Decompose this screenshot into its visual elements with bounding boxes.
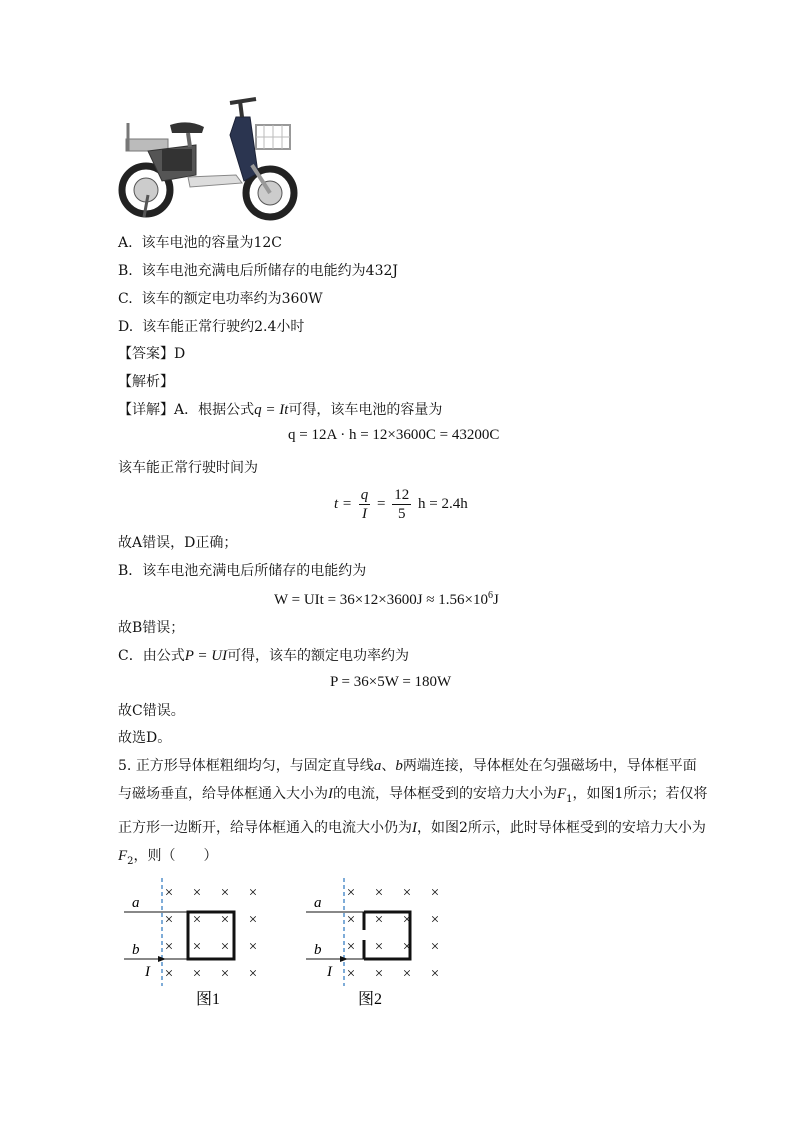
field-mark: × — [430, 966, 440, 982]
q5-sep: 、 — [381, 758, 396, 774]
fraction-12-over-5 — [392, 486, 411, 523]
q5-text-2: 两端连接，导体框处在匀强磁场中，导体框平面与磁场垂直，给导体框通入大小为 — [118, 758, 697, 802]
field-mark: × — [374, 885, 384, 901]
field-mark: × — [346, 885, 356, 901]
field-mark: × — [430, 939, 440, 955]
detail-intro-suffix: 可得，该车电池的容量为 — [288, 402, 443, 418]
eq2-left: t = — [334, 495, 353, 512]
field-mark: × — [164, 912, 174, 928]
figure-2 — [300, 876, 460, 1011]
field-mark: × — [220, 939, 230, 955]
label-i: I — [145, 964, 150, 980]
figure-1 — [118, 876, 278, 1011]
eq2-num2: 12 — [394, 487, 410, 503]
conclusion-c: 故C错误。 — [118, 703, 185, 719]
field-mark: × — [402, 885, 412, 901]
q5-var-b: b — [395, 758, 403, 774]
figure-2-caption: 图2 — [358, 991, 383, 1008]
field-mark: × — [374, 939, 384, 955]
label-a: a — [132, 895, 140, 911]
q5-var-f2-sub: 2 — [127, 855, 134, 867]
detail-intro-prefix: 【详解】A．根据公式 — [118, 402, 255, 418]
field-mark: × — [192, 939, 202, 955]
figure-1-caption: 图1 — [196, 991, 221, 1008]
q5-text-1: 正方形导体框粗细均匀，与固定直导线 — [135, 758, 374, 774]
question-number: 5. — [118, 758, 132, 774]
field-mark: × — [402, 912, 412, 928]
field-mark: × — [402, 939, 412, 955]
field-mark: × — [220, 912, 230, 928]
field-mark: × — [374, 912, 384, 928]
formula-p: P = UI — [184, 648, 228, 664]
eq2-den2: 5 — [398, 506, 406, 522]
q5-var-i1: I — [328, 786, 333, 802]
detail-b-text: B．该车电池充满电后所储存的电能约为 — [118, 563, 367, 579]
equation-2 — [334, 486, 468, 523]
q5-text-6: ，则（ ） — [133, 847, 218, 864]
q5-var-a: a — [373, 758, 382, 774]
equation-1: q = 12A · h = 12×3600C = 43200C — [288, 427, 500, 443]
label-a: a — [314, 895, 322, 911]
field-mark: × — [430, 912, 440, 928]
electric-bike-image — [118, 95, 300, 223]
eq3-unit: J — [493, 592, 499, 608]
equation-3 — [274, 590, 499, 609]
q5-text-5: ，如图2所示，此时导体框受到的安培力大小为 — [417, 819, 706, 836]
field-mark: × — [402, 966, 412, 982]
q5-var-f2: F — [118, 847, 128, 864]
label-b: b — [314, 942, 322, 958]
field-mark: × — [220, 885, 230, 901]
answer-prefix: 【答案】 — [118, 346, 174, 362]
option-b — [118, 261, 398, 281]
option-d — [118, 317, 304, 337]
field-mark: × — [164, 939, 174, 955]
eq3-exponent: 6 — [488, 590, 493, 601]
eq2-right: h = 2.4h — [418, 495, 468, 512]
fraction-q-over-i — [359, 486, 371, 523]
field-mark: × — [346, 966, 356, 982]
option-text: 该车电池充满电后所储存的电能约为432J — [141, 263, 398, 279]
field-mark: × — [346, 939, 356, 955]
q5-var-i2: I — [412, 819, 417, 836]
q5-text-4: ，如图1所示；若仅将正方形一边断开，给导体框通入的电流大小仍为 — [118, 786, 708, 836]
field-mark: × — [164, 966, 174, 982]
option-text: 该车电池的容量为12C — [141, 235, 282, 251]
analysis-heading: 【解析】 — [118, 374, 174, 390]
option-text: 该车的额定电功率约为360W — [141, 291, 323, 307]
field-mark: × — [248, 939, 258, 955]
detail-intro — [118, 400, 442, 420]
option-a — [118, 233, 282, 253]
equation-4: P = 36×5W = 180W — [330, 674, 452, 690]
question-5-text — [118, 752, 708, 876]
eq3-main: W = UIt = 36×12×3600J ≈ 1.56×10 — [274, 592, 488, 608]
answer-line — [118, 344, 185, 364]
formula-q: q = It — [254, 402, 289, 418]
option-label: A. — [118, 235, 133, 251]
label-i: I — [327, 964, 332, 980]
field-mark: × — [192, 885, 202, 901]
detail-c-text — [118, 646, 409, 666]
field-mark: × — [248, 912, 258, 928]
field-mark: × — [192, 912, 202, 928]
eq2-num1: q — [360, 487, 369, 503]
field-mark: × — [192, 966, 202, 982]
q5-var-f1: F — [557, 786, 567, 802]
detail-time-line: 该车能正常行驶时间为 — [118, 460, 258, 476]
label-b: b — [132, 942, 140, 958]
field-mark: × — [346, 912, 356, 928]
detail-c-suffix: 可得，该车的额定电功率约为 — [227, 648, 410, 664]
q5-var-f1-sub: 1 — [566, 793, 573, 805]
eq2-mid: = — [377, 495, 386, 512]
field-mark: × — [164, 885, 174, 901]
field-mark: × — [374, 966, 384, 982]
option-label: C. — [118, 291, 133, 307]
conclusion-ad: 故A错误，D正确； — [118, 535, 238, 551]
conclusion-b: 故B错误； — [118, 620, 185, 636]
option-label: D. — [118, 319, 134, 335]
answer-value: D — [174, 346, 186, 362]
eq2-den1: I — [362, 506, 368, 522]
field-mark: × — [430, 885, 440, 901]
option-label: B. — [118, 263, 133, 279]
field-mark: × — [248, 885, 258, 901]
field-mark: × — [220, 966, 230, 982]
option-text: 该车能正常行驶约2.4小时 — [142, 319, 305, 335]
final-choice: 故选D。 — [118, 730, 172, 746]
q5-text-3: 的电流，导体框受到的安培力大小为 — [333, 786, 557, 802]
field-mark: × — [248, 966, 258, 982]
detail-c-prefix: C．由公式 — [118, 648, 185, 664]
option-c — [118, 289, 323, 309]
